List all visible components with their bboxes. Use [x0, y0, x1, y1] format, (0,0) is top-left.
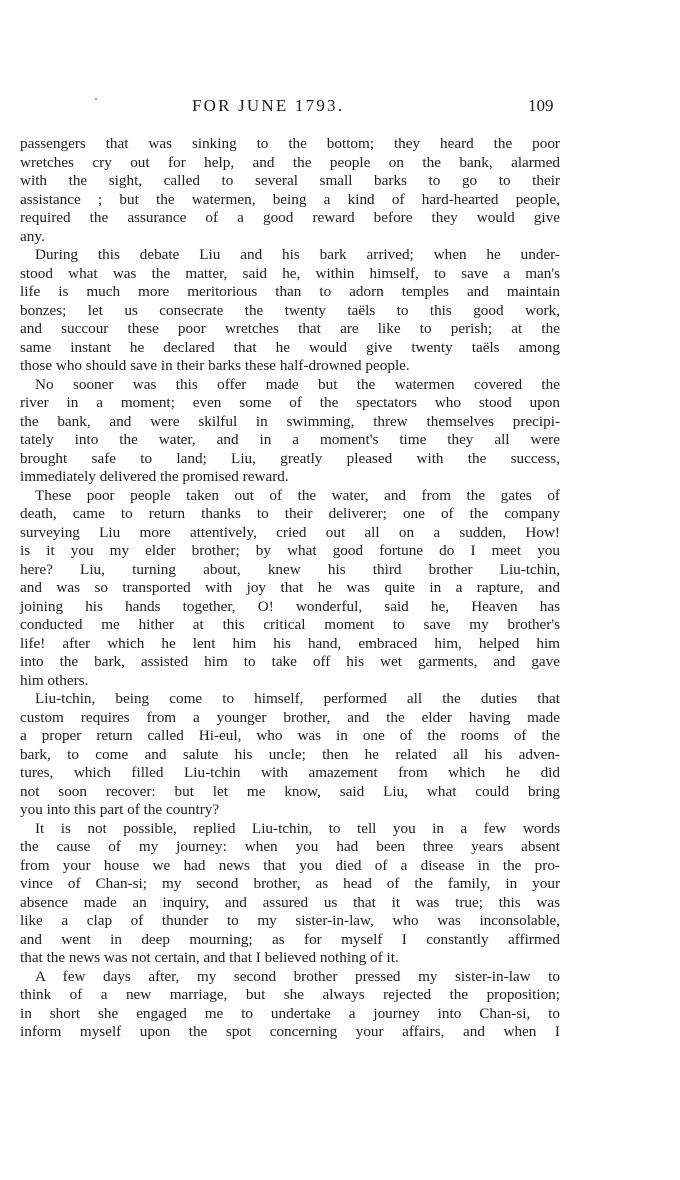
text-line: immediately delivered the promised reward. — [20, 468, 289, 485]
text-line: life is much more meritorious than to adorn temples and maintain — [20, 283, 560, 300]
text-line: think of a new marriage, but she always rejected the proposition; — [20, 986, 560, 1003]
text-line: the bank, and were skilful in swimming, threw themselves precipi- — [20, 412, 560, 430]
ink-speck — [95, 98, 97, 100]
text-line: bark, to come and salute his uncle; then he related all his adven- — [20, 745, 560, 763]
text-line: into the bark, assisted him to take off his wet garments, and gave — [20, 653, 560, 670]
text-line: and went in deep mourning; as for myself I constantly affirmed — [20, 930, 560, 948]
text-line: wretches cry out for help, and the people on the bank, alarmed — [20, 153, 560, 171]
text-line: a proper return called Hi-eul, who was in one of the rooms of the — [20, 727, 560, 744]
text-line: stood what was the matter, said he, within himself, to save a man's — [20, 264, 560, 282]
text-line: and succour these poor wretches that are like to perish; at the — [20, 320, 560, 337]
text-line: joining his hands together, O! wonderful, said he, Heaven has — [20, 597, 560, 615]
text-line: brought safe to land; Liu, greatly pleased with the success, — [20, 449, 560, 467]
text-line: conducted me hither at this critical moment to save my brother's — [20, 616, 560, 633]
text-line: vince of Chan-si; my second brother, as head of the family, in your — [20, 875, 560, 892]
text-line: and was so transported with joy that he was quite in a rapture, and — [20, 579, 560, 596]
text-line: river in a moment; even some of the spectators who stood upon — [20, 394, 560, 411]
text-line: not soon recover: but let me know, said Liu, what could bring — [20, 782, 560, 800]
text-line: in short she engaged me to undertake a journey into Chan-si, to — [20, 1004, 560, 1022]
text-line: surveying Liu more attentively, cried out all on a sudden, How! — [20, 523, 560, 541]
text-line: A few days after, my second brother pressed my sister-in-law to — [35, 967, 560, 985]
text-line: It is not possible, replied Liu-tchin, to tell you in a few words — [35, 819, 560, 837]
text-line: the cause of my journey: when you had been three years absent — [20, 838, 560, 855]
text-line: death, came to return thanks to their deliverer; one of the company — [20, 505, 560, 522]
text-line: inform myself upon the spot concerning your affairs, and when I — [20, 1023, 560, 1040]
text-line: passengers that was sinking to the bottom; they heard the poor — [20, 135, 560, 152]
text-line: like a clap of thunder to my sister-in-law, who was inconsolable, — [20, 912, 560, 929]
text-line: here? Liu, turning about, knew his third brother Liu-tchin, — [20, 560, 560, 578]
text-line: required the assurance of a good reward before they would give — [20, 209, 560, 226]
body-text — [20, 135, 560, 1042]
text-line: tately into the water, and in a moment's time they all were — [20, 431, 560, 448]
running-head — [0, 96, 680, 120]
text-line: him others. — [20, 671, 89, 689]
text-line: During this debate Liu and his bark arrived; when he under- — [35, 246, 560, 263]
text-line: with the sight, called to several small barks to go to their — [20, 172, 560, 189]
text-line: those who should save in their barks these half-drowned people. — [20, 357, 410, 374]
text-line: No sooner was this offer made but the watermen covered the — [35, 375, 560, 393]
text-line: from your house we had news that you died of a disease in the pro- — [20, 856, 560, 874]
text-line: assistance ; but the watermen, being a kind of hard-hearted people, — [20, 190, 560, 208]
text-line: tures, which filled Liu-tchin with amazement from which he did — [20, 764, 560, 781]
text-line: you into this part of the country? — [20, 801, 220, 818]
text-line: custom requires from a younger brother, and the elder having made — [20, 708, 560, 726]
text-line: absence made an inquiry, and assured us that it was true; this was — [20, 893, 560, 911]
text-line: that the news was not certain, and that I believed nothing of it. — [20, 949, 399, 966]
page-number: 109 — [528, 96, 554, 115]
text-line: same instant he declared that he would give twenty taëls among — [20, 338, 560, 356]
running-head-title: FOR JUNE 1793. — [192, 96, 345, 115]
text-line: Liu-tchin, being come to himself, performed all the duties that — [35, 690, 560, 707]
text-line: life! after which he lent him his hand, embraced him, helped him — [20, 634, 560, 652]
text-line: is it you my elder brother; by what good fortune do I meet you — [20, 542, 560, 559]
text-line: These poor people taken out of the water, and from the gates of — [35, 486, 560, 504]
text-line: bonzes; let us consecrate the twenty taëls to this good work, — [20, 301, 560, 319]
text-line: any. — [20, 227, 45, 245]
